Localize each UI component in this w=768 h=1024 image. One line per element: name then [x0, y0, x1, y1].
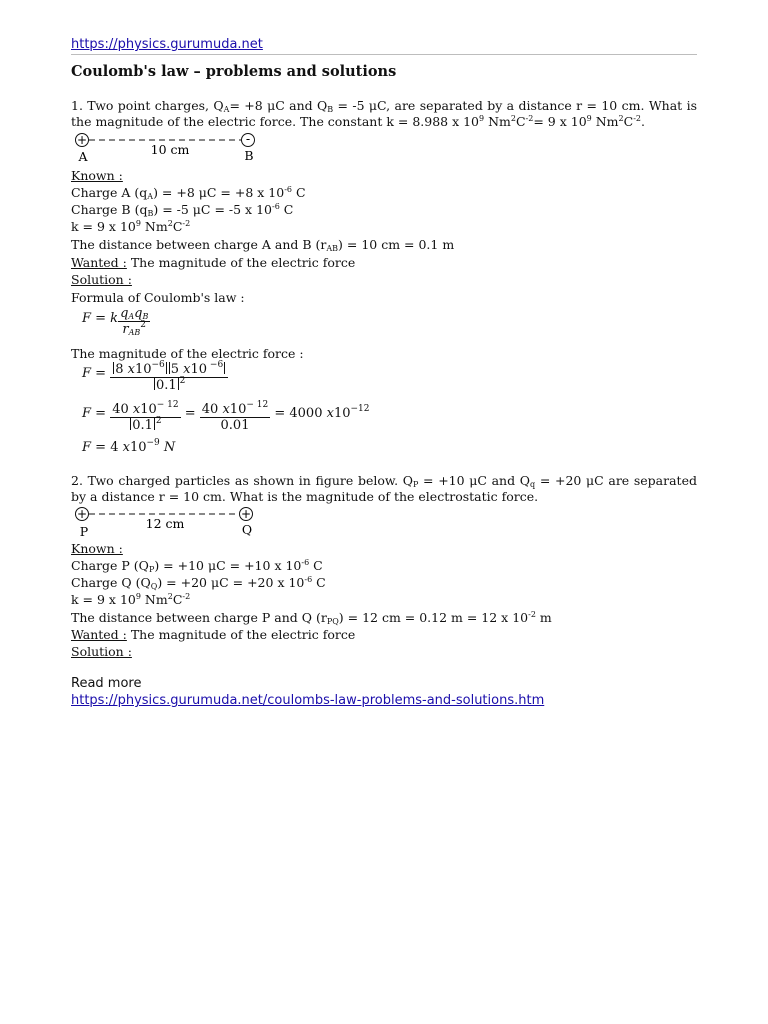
known-label-1: Known : [71, 168, 123, 183]
page-title: Coulomb's law – problems and solutions [71, 63, 397, 80]
charge-q-sign: + [240, 507, 252, 521]
distance-label-2: 12 cm [145, 516, 185, 531]
known-constant-k-1: k = 9 x $10^9$ $Nm^2C^{-2}$ [71, 219, 191, 234]
formula-label: Formula of Coulomb's law : [71, 290, 245, 305]
known-charge-p: Charge P $(Q_P) = +10$ μC = +10 x $10^{-6}$ C [71, 558, 323, 574]
read-more-label: Read more [71, 676, 142, 691]
charge-b-label: B [244, 148, 254, 163]
wanted-1: Wanted : The magnitude of the electric force [71, 255, 356, 270]
charge-diagram-2 [70, 505, 270, 539]
header-divider [71, 54, 697, 55]
known-label-2: Known : [71, 541, 123, 556]
charge-q-label: Q [241, 522, 253, 537]
problem-2-statement: 2. Two charged particles as shown in figure below. $Q_P = +10$ μC and $Q_q = +20$ μC are separated by a distance r = 10 cm. What is the magnitude of the electrostatic force. [71, 473, 697, 504]
charge-b-sign: - [245, 132, 251, 146]
header-site-link[interactable]: https://physics.gurumuda.net [71, 37, 263, 52]
calculation-result: F = 4 $x10^{-9}$ N [82, 438, 176, 455]
known-constant-k-2: k = 9 x $10^9$ $Nm^2C^{-2}$ [71, 592, 191, 607]
distance-label-1: 10 cm [150, 142, 190, 157]
solution-label-1: Solution : [71, 272, 132, 287]
solution-label-2: Solution : [71, 644, 132, 659]
known-charge-b: Charge B $(q_B) = -5$ μC = -5 x $10^{-6}$ C [71, 202, 294, 218]
read-more-link[interactable]: https://physics.gurumuda.net/coulombs-law-problems-and-solutions.htm [71, 693, 545, 708]
problem-1-statement: 1. Two point charges, $Q_A= +8$ μC and $Q_B = -5$ μC, are separated by a distance r = 10 cm. What is the magnitude of the electric force. The constant k = 8.988 x $10^9$ $Nm^2C^{-2}= 9$ x $10^9$ $Nm^2C^{-2}$. [71, 98, 697, 129]
known-charge-a: Charge A $(q_A) = +8$ μC = +8 x $10^{-6}$ C [71, 185, 306, 201]
coulomb-formula: F = k $\frac{q_Aq_B}{r_{AB}^2}$ [82, 306, 149, 337]
charge-a-label: A [78, 149, 88, 164]
calculation-step-2: F = $\frac{40 x10^{- 12}}{0.1 ^2}$ = $\frac{40 x10^{- 12}}{0.01}$ = 4000 $x10^{-12}$ [82, 400, 370, 433]
calculation-step-1: F = $\frac{8 x10^{-6} 5 x10 ^{-6}}{0.1 ^2}$ [82, 362, 228, 393]
known-charge-q: Charge Q $(Q_Q) = +20$ μC = +20 x $10^{-6}$ C [71, 575, 326, 591]
wanted-2: Wanted : The magnitude of the electric force [71, 627, 356, 642]
charge-a-sign: + [76, 133, 88, 147]
charge-diagram-1 [70, 131, 270, 165]
known-distance-1: The distance between charge A and B $(r_{AB}) = 10$ cm = 0.1 m [71, 237, 455, 253]
known-distance-2: The distance between charge P and Q $(r_{PQ}) = 12$ cm = 0.12 m = 12 x $10^{-2}$ m [71, 610, 552, 626]
magnitude-label: The magnitude of the electric force : [71, 346, 304, 361]
charge-p-label: P [79, 524, 89, 539]
charge-p-sign: + [76, 507, 88, 521]
